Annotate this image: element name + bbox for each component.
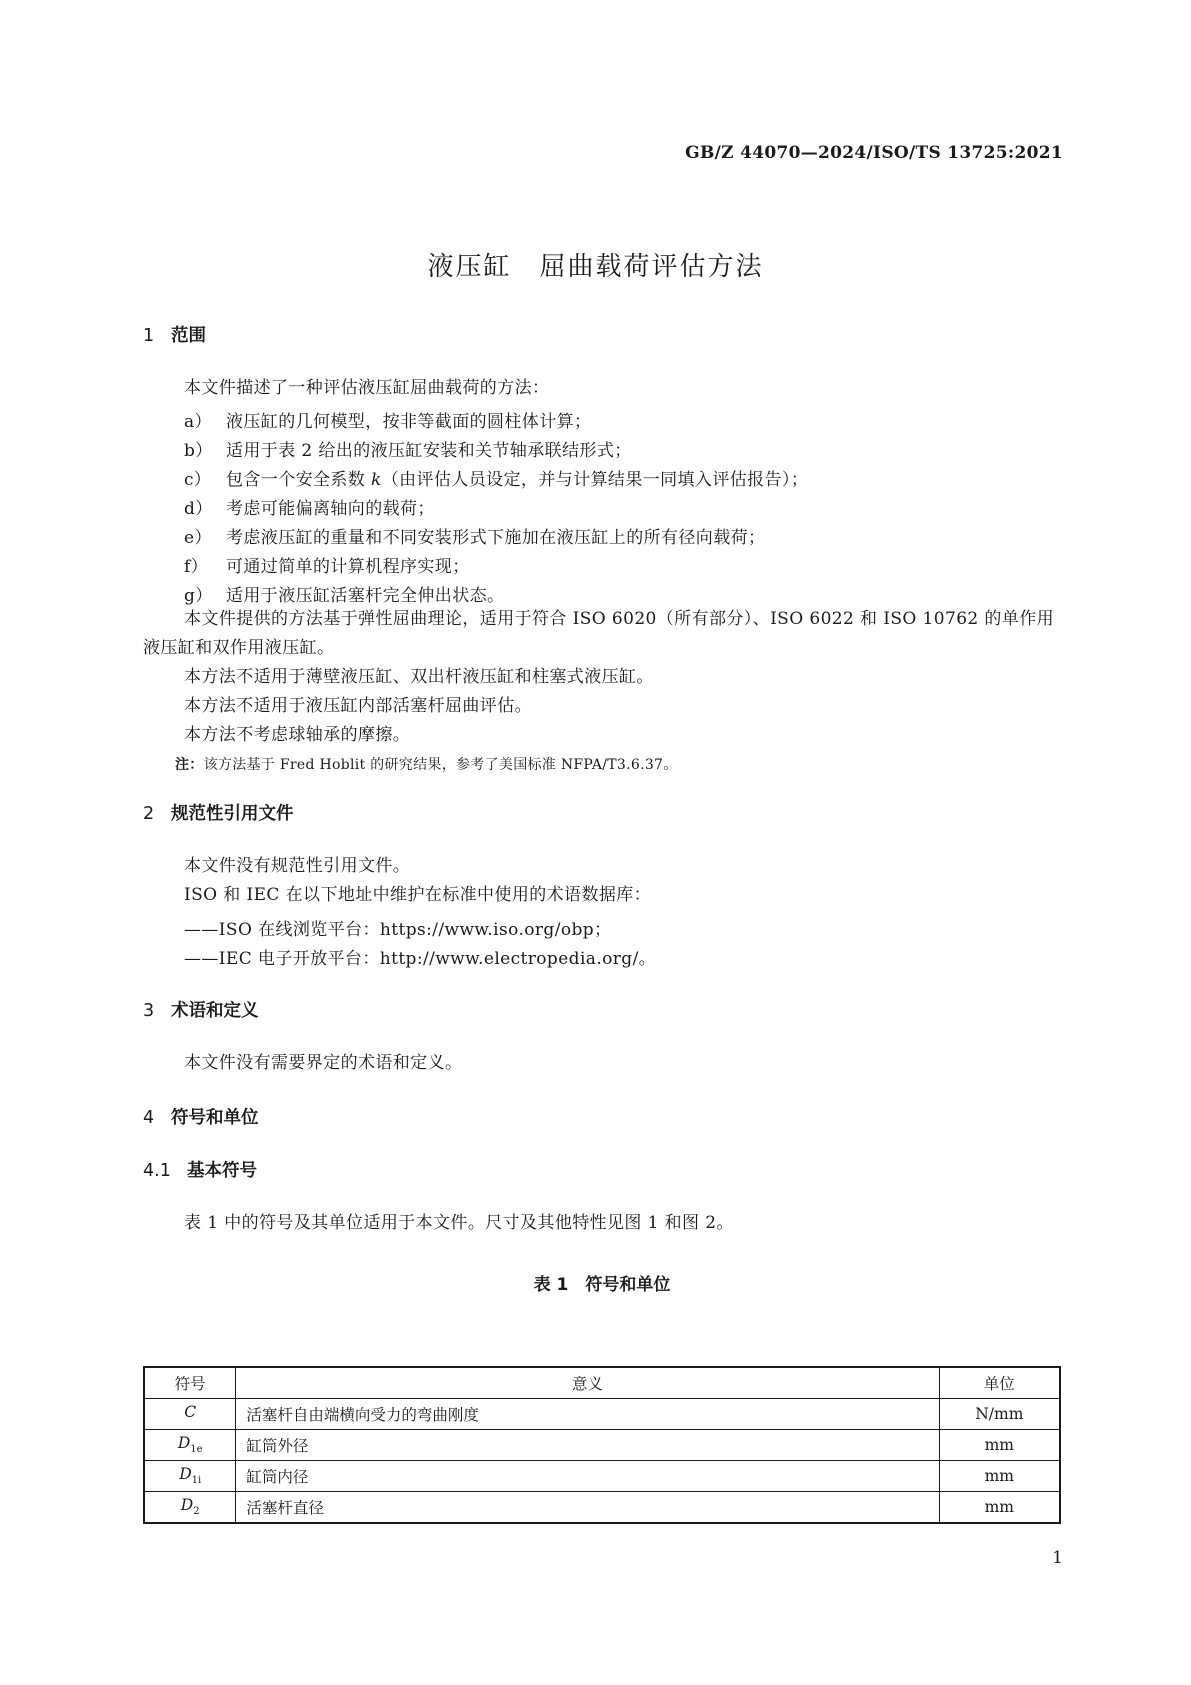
list-label: b） xyxy=(184,441,213,461)
subsection-4-1-heading xyxy=(143,1157,257,1182)
scope-basis-paragraph: 本文件提供的方法基于弹性屈曲理论，适用于符合 ISO 6020（所有部分）、ISO 6022 和 ISO 10762 的单作用液压缸和双作用液压缸。 xyxy=(143,609,1055,658)
iso-obp-link-line: ——ISO 在线浏览平台：https://www.iso.org/obp； xyxy=(184,920,612,940)
meaning-cell: 活塞杆直径 xyxy=(236,1492,939,1524)
note-text: 该方法基于 Fred Hoblit 的研究结果，参考了美国标准 NFPA/T3.6.37。 xyxy=(203,757,678,773)
header-unit: 单位 xyxy=(939,1367,1060,1399)
document-title: 液压缸 屈曲载荷评估方法 xyxy=(427,252,764,282)
list-label: a） xyxy=(184,412,212,432)
symbol-cell xyxy=(144,1461,236,1492)
list-item xyxy=(184,552,470,577)
section-number: 3 xyxy=(143,1001,155,1021)
list-label: f） xyxy=(184,557,209,577)
meaning-cell: 缸筒内径 xyxy=(236,1461,939,1492)
symbol-cell xyxy=(144,1492,236,1524)
iec-electropedia-link-line: ——IEC 电子开放平台：http://www.electropedia.org/。 xyxy=(184,949,657,969)
list-text: 考虑可能偏离轴向的载荷； xyxy=(226,499,435,519)
table-row xyxy=(144,1461,1060,1492)
list-text: 液压缸的几何模型，按非等截面的圆柱体计算； xyxy=(226,412,592,432)
subsection-number: 4.1 xyxy=(143,1161,171,1181)
list-label: e） xyxy=(184,528,212,548)
section-title: 符号和单位 xyxy=(171,1108,259,1128)
symbol-subscript: 1e xyxy=(190,1444,203,1456)
section-number: 1 xyxy=(143,326,155,346)
header-symbol: 符号 xyxy=(144,1367,236,1399)
unit-cell: N/mm xyxy=(939,1399,1060,1430)
section-2-heading xyxy=(143,800,294,825)
table-row xyxy=(144,1399,1060,1430)
scope-intro: 本文件描述了一种评估液压缸屈曲载荷的方法： xyxy=(184,378,550,398)
section-number: 4 xyxy=(143,1108,155,1128)
symbol-cell xyxy=(144,1430,236,1461)
list-item xyxy=(184,436,632,461)
list-text: 适用于表 2 给出的液压缸安装和关节轴承联结形式； xyxy=(226,441,632,461)
terms-paragraph: 本文件没有需要界定的术语和定义。 xyxy=(184,1053,463,1073)
list-label: g） xyxy=(184,586,213,606)
subsection-title: 基本符号 xyxy=(187,1161,257,1181)
list-item xyxy=(184,465,808,490)
terminology-db-paragraph: ISO 和 IEC 在以下地址中维护在标准中使用的术语数据库： xyxy=(184,885,652,905)
list-label: d） xyxy=(184,499,213,519)
unit-cell: mm xyxy=(939,1492,1060,1524)
section-1-heading xyxy=(143,322,206,347)
header-meaning: 意义 xyxy=(236,1367,939,1399)
list-text: 考虑液压缸的重量和不同安装形式下施加在液压缸上的所有径向载荷； xyxy=(226,528,766,548)
symbol-subscript: 2 xyxy=(193,1506,200,1518)
table-header-row xyxy=(144,1367,1060,1399)
symbol-letter: D xyxy=(177,1434,191,1453)
list-item xyxy=(184,494,435,519)
section-title: 范围 xyxy=(171,326,206,346)
symbol-letter: D xyxy=(179,1465,192,1484)
symbol-letter: D xyxy=(180,1496,194,1515)
list-text: 适用于液压缸活塞杆完全伸出状态。 xyxy=(226,586,505,606)
symbol-letter: C xyxy=(184,1403,197,1422)
section-3-heading xyxy=(143,997,259,1022)
list-item xyxy=(184,581,504,606)
unit-cell: mm xyxy=(939,1430,1060,1461)
unit-cell: mm xyxy=(939,1461,1060,1492)
symbol-cell xyxy=(144,1399,236,1430)
meaning-cell: 活塞杆自由端横向受力的弯曲刚度 xyxy=(236,1399,939,1430)
scope-exclusion-1: 本方法不适用于薄壁液压缸、双出杆液压缸和柱塞式液压缸。 xyxy=(184,667,654,687)
scope-exclusion-2: 本方法不适用于液压缸内部活塞杆屈曲评估。 xyxy=(184,696,532,716)
symbols-intro-paragraph: 表 1 中的符号及其单位适用于本文件。尺寸及其他特性见图 1 和图 2。 xyxy=(184,1213,734,1233)
meaning-cell: 缸筒外径 xyxy=(236,1430,939,1461)
normative-refs-paragraph: 本文件没有规范性引用文件。 xyxy=(184,856,411,876)
list-text: 可通过简单的计算机程序实现； xyxy=(226,557,470,577)
table-1-caption: 表 1 符号和单位 xyxy=(533,1275,671,1295)
page-number: 1 xyxy=(1052,1548,1063,1568)
list-text: 包含一个安全系数 xyxy=(226,470,372,490)
note xyxy=(175,754,678,774)
standard-code-header: GB/Z 44070—2024/ISO/TS 13725:2021 xyxy=(685,143,1063,163)
table-row xyxy=(144,1430,1060,1461)
scope-exclusion-3: 本方法不考虑球轴承的摩擦。 xyxy=(184,725,411,745)
section-title: 规范性引用文件 xyxy=(171,804,294,824)
list-text: （由评估人员设定，并与计算结果一同填入评估报告）； xyxy=(381,470,809,490)
section-number: 2 xyxy=(143,804,155,824)
list-label: c） xyxy=(184,470,212,490)
list-item xyxy=(184,407,591,432)
note-label: 注： xyxy=(175,757,204,773)
table-row xyxy=(144,1492,1060,1524)
section-title: 术语和定义 xyxy=(171,1001,259,1021)
symbol-subscript: 1i xyxy=(191,1475,202,1487)
symbols-table xyxy=(143,1366,1061,1524)
section-4-heading xyxy=(143,1104,259,1129)
safety-factor-symbol: k xyxy=(371,470,382,490)
list-item xyxy=(184,523,765,548)
